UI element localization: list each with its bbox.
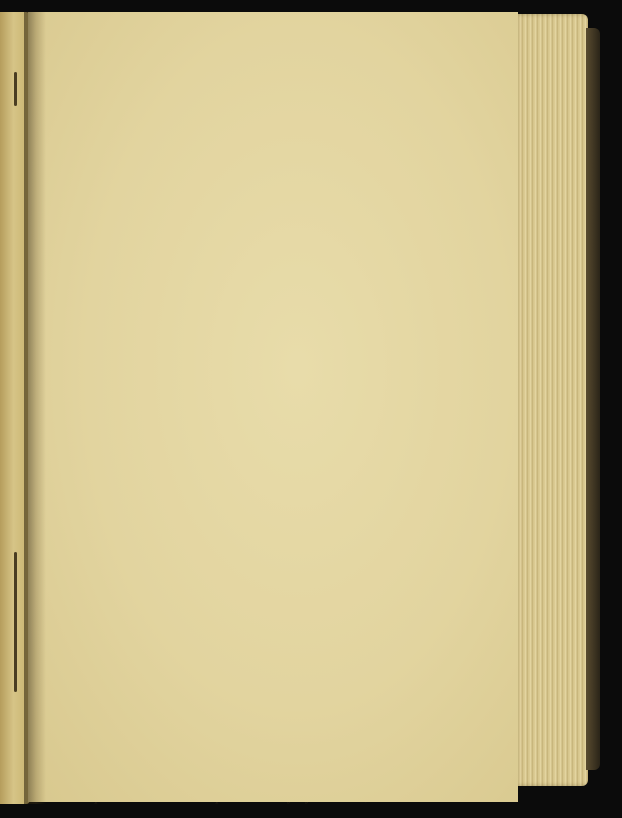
page-block-edge: [514, 14, 588, 786]
book-cover-edge: [586, 28, 600, 770]
ink-mark: [14, 72, 17, 106]
book-gutter: [24, 12, 46, 804]
ink-mark: [14, 552, 17, 692]
book-page: [28, 12, 518, 802]
